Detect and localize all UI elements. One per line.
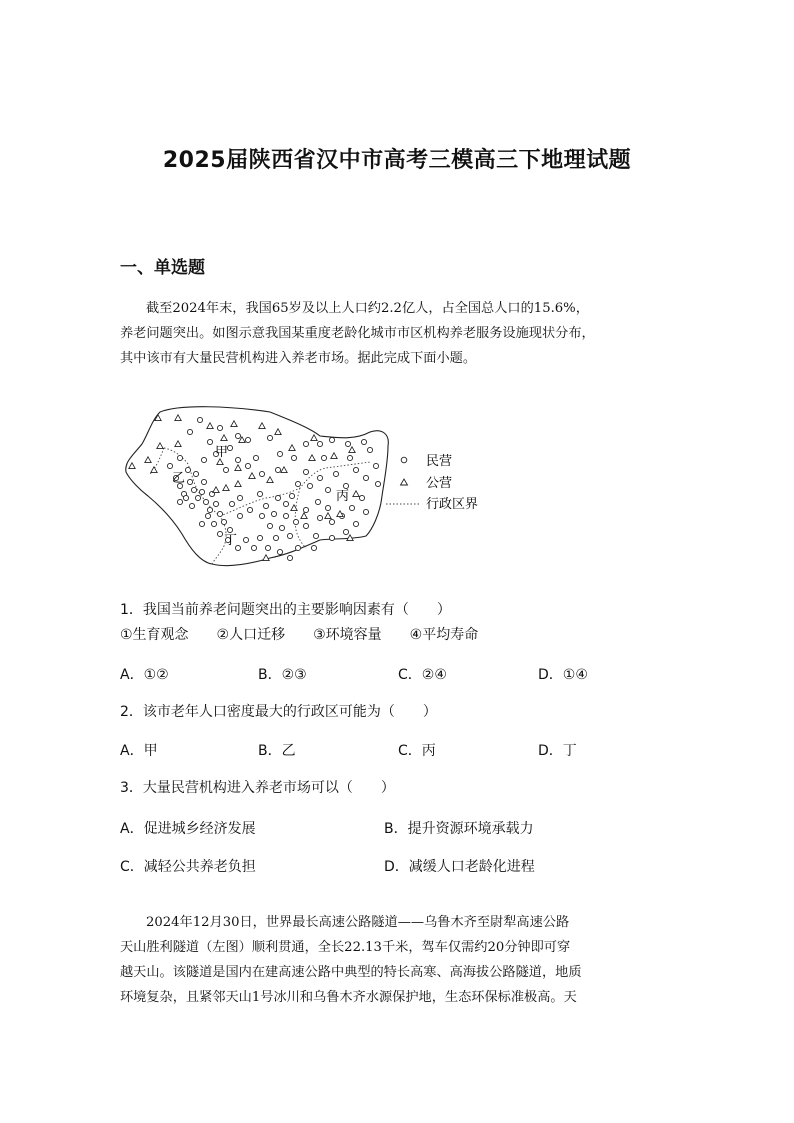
private-facility-marker [267, 523, 272, 528]
private-facility-marker [333, 471, 338, 476]
private-facility-marker [315, 499, 320, 504]
public-facility-marker [235, 465, 241, 471]
private-facility-marker [295, 481, 300, 486]
question-1-factors: ①生育观念 ②人口迁移 ③环境容量 ④平均寿命 [120, 627, 479, 643]
private-facility-marker [279, 525, 284, 530]
public-facility-marker [145, 457, 151, 463]
public-facility-marker [151, 467, 157, 473]
private-facility-marker [217, 531, 222, 536]
private-facility-marker [235, 457, 240, 462]
q3-option-c[interactable]: C．减轻公共养老负担 [120, 859, 256, 875]
private-facility-marker [257, 535, 262, 540]
private-facility-marker [227, 445, 232, 450]
public-facility-marker [309, 455, 315, 461]
public-facility-marker [311, 435, 317, 441]
private-facility-marker [235, 433, 240, 438]
private-facility-marker [307, 483, 312, 488]
private-facility-marker [201, 479, 206, 484]
private-facility-marker [363, 475, 368, 480]
private-facility-marker [195, 495, 200, 500]
private-facility-marker [283, 501, 288, 506]
private-facility-marker [303, 523, 308, 528]
legend-label-boundary: 行政区界 [426, 497, 479, 512]
private-facility-marker [201, 457, 206, 462]
private-facility-marker [193, 471, 198, 476]
city-map-figure [120, 398, 520, 578]
private-facility-marker [303, 507, 308, 512]
district-label-bing: 丙 [336, 489, 350, 504]
private-facility-marker [277, 549, 282, 554]
private-facility-marker [263, 503, 268, 508]
private-facility-marker [251, 545, 256, 550]
public-facility-marker [325, 513, 331, 519]
public-facility-marker [231, 421, 237, 427]
private-facility-marker [329, 535, 334, 540]
private-facility-marker [223, 467, 228, 472]
q1-option-d[interactable]: D．①④ [538, 667, 588, 683]
public-facility-marker [353, 491, 359, 497]
public-facility-marker [263, 555, 269, 561]
question-3-stem: 3．大量民营机构进入养老市场可以（ ） [120, 780, 395, 796]
district-label-yi: 乙 [172, 471, 186, 486]
private-facility-marker [317, 475, 322, 480]
private-facility-marker [367, 447, 372, 452]
private-facility-marker [245, 463, 250, 468]
private-facility-marker [275, 495, 280, 500]
passage-2 [120, 910, 682, 1010]
private-facility-marker [321, 455, 326, 460]
private-facility-marker [293, 519, 298, 524]
legend-circle-icon [401, 457, 407, 463]
legend-triangle-icon [401, 479, 408, 485]
private-facility-marker [259, 513, 264, 518]
private-facility-marker [221, 519, 226, 524]
public-facility-marker [281, 467, 287, 473]
public-facility-marker [249, 473, 255, 479]
private-facility-marker [245, 437, 250, 442]
private-facility-marker [287, 555, 292, 560]
private-facility-marker [329, 437, 334, 442]
q2-option-d[interactable]: D．丁 [538, 743, 577, 759]
private-facility-marker [343, 529, 348, 534]
public-facility-marker [267, 477, 273, 483]
private-facility-marker [183, 495, 188, 500]
public-facility-marker [157, 443, 163, 449]
private-facility-marker [185, 467, 190, 472]
private-facility-marker [363, 509, 368, 514]
passage-2-line-3: 越天山。该隧道是国内在建高速公路中典型的特长高寒、高海拔公路隧道，地质 [120, 965, 582, 980]
question-1-stem: 1．我国当前养老问题突出的主要影响因素有（ ） [120, 602, 451, 618]
private-facility-marker [267, 435, 272, 440]
private-facility-marker [273, 535, 278, 540]
public-facility-marker [175, 441, 181, 447]
private-facility-marker [291, 455, 296, 460]
passage-2-line-1: 2024年12月30日，世界最长高速公路隧道——乌鲁木齐至尉犁高速公路 [146, 915, 570, 930]
private-facility-marker [187, 429, 192, 434]
private-facility-marker [283, 513, 288, 518]
public-facility-marker [235, 481, 241, 487]
private-facility-marker [345, 441, 350, 446]
district-label-ding: 丁 [224, 533, 238, 548]
private-facility-marker [197, 417, 202, 422]
private-facility-marker [229, 501, 234, 506]
private-facility-marker [353, 467, 358, 472]
private-facility-marker [203, 499, 208, 504]
question-2-stem: 2．该市老年人口密度最大的行政区可能为（ ） [120, 704, 437, 720]
private-facility-marker [289, 493, 294, 498]
passage-1 [120, 296, 682, 371]
private-facility-marker [191, 487, 196, 492]
public-facility-marker [221, 435, 227, 441]
private-facility-marker [217, 425, 222, 430]
private-facility-marker [205, 513, 210, 518]
q1-option-a[interactable]: A．①② [120, 667, 169, 683]
public-facility-marker [175, 415, 181, 421]
private-facility-marker [361, 439, 366, 444]
legend-label-private: 民营 [426, 454, 453, 469]
private-facility-marker [211, 521, 216, 526]
q3-option-b[interactable]: B．提升资源环境承载力 [384, 821, 534, 837]
private-facility-marker [187, 479, 192, 484]
private-facility-marker [353, 521, 358, 526]
private-facility-marker [313, 533, 318, 538]
private-facility-marker [373, 463, 378, 468]
public-facility-marker [129, 463, 135, 469]
private-facility-marker [317, 515, 322, 520]
private-facility-marker [265, 545, 270, 550]
private-facility-marker [237, 495, 242, 500]
private-facility-marker [207, 439, 212, 444]
private-facility-marker [311, 545, 316, 550]
private-facility-marker [325, 505, 330, 510]
private-facility-marker [325, 487, 330, 492]
private-facility-marker [207, 507, 212, 512]
section-heading: 一、单选题 [120, 258, 205, 278]
q3-option-d[interactable]: D．减缓人口老龄化进程 [384, 859, 535, 875]
q3-option-a[interactable]: A．促进城乡经济发展 [120, 821, 256, 837]
private-facility-marker [257, 491, 262, 496]
private-facility-marker [349, 505, 354, 510]
private-facility-marker [329, 519, 334, 524]
passage-2-line-2: 天山胜利隧道（左图）顺利贯通，全长22.13千米，驾车仅需约20分钟即可穿 [120, 940, 571, 955]
private-facility-marker [247, 507, 252, 512]
q1-option-b[interactable]: B．②③ [258, 667, 307, 683]
private-facility-marker [243, 537, 248, 542]
q2-option-c[interactable]: C．丙 [398, 743, 436, 759]
passage-1-line-1: 截至2024年末，我国65岁及以上人口约2.2亿人，占全国总人口的15.6%， [146, 301, 589, 316]
district-label-jia: 甲 [215, 445, 229, 460]
public-facility-marker [259, 423, 265, 429]
passage-2-line-4: 环境复杂，且紧邻天山1号冰川和乌鲁木齐水源保护地，生态环保标准极高。天 [120, 990, 577, 1005]
public-facility-marker [289, 445, 295, 451]
private-facility-marker [199, 521, 204, 526]
q1-option-c[interactable]: C．②④ [398, 667, 447, 683]
private-facility-marker [199, 489, 204, 494]
public-facility-marker [301, 513, 307, 519]
private-facility-marker [177, 455, 182, 460]
private-facility-marker [167, 463, 172, 468]
public-facility-marker [207, 423, 213, 429]
legend-label-public: 公营 [426, 476, 453, 491]
private-facility-marker [287, 533, 292, 538]
private-facility-marker [303, 469, 308, 474]
private-facility-marker [347, 455, 352, 460]
private-facility-marker [237, 513, 242, 518]
private-facility-marker [303, 441, 308, 446]
private-facility-marker [277, 451, 282, 456]
private-facility-marker [177, 499, 182, 504]
public-facility-marker [349, 447, 355, 453]
page-title: 2025届陕西省汉中市高考三模高三下地理试题 [162, 148, 632, 173]
passage-1-line-2: 养老问题突出。如图示意我国某重度老龄化城市市区机构养老服务设施现状分布， [120, 326, 595, 341]
private-facility-marker [253, 455, 258, 460]
private-facility-marker [343, 483, 348, 488]
q2-option-b[interactable]: B．乙 [258, 743, 296, 759]
passage-1-line-3: 其中该市有大量民营机构进入养老市场。据此完成下面小题。 [120, 351, 477, 366]
public-facility-marker [275, 429, 281, 435]
private-facility-marker [259, 471, 264, 476]
public-facility-marker [213, 487, 219, 493]
public-facility-marker [331, 453, 337, 459]
private-facility-marker [213, 501, 218, 506]
private-facility-marker [189, 503, 194, 508]
private-facility-marker [295, 545, 300, 550]
private-facility-marker [217, 511, 222, 516]
private-facility-marker [359, 495, 364, 500]
private-facility-marker [271, 511, 276, 516]
q2-option-a[interactable]: A．甲 [120, 743, 158, 759]
public-facility-marker [223, 485, 229, 491]
private-facility-marker [317, 441, 322, 446]
private-facility-marker [375, 481, 380, 486]
private-facility-marker [275, 467, 280, 472]
private-facility-marker [227, 527, 232, 532]
